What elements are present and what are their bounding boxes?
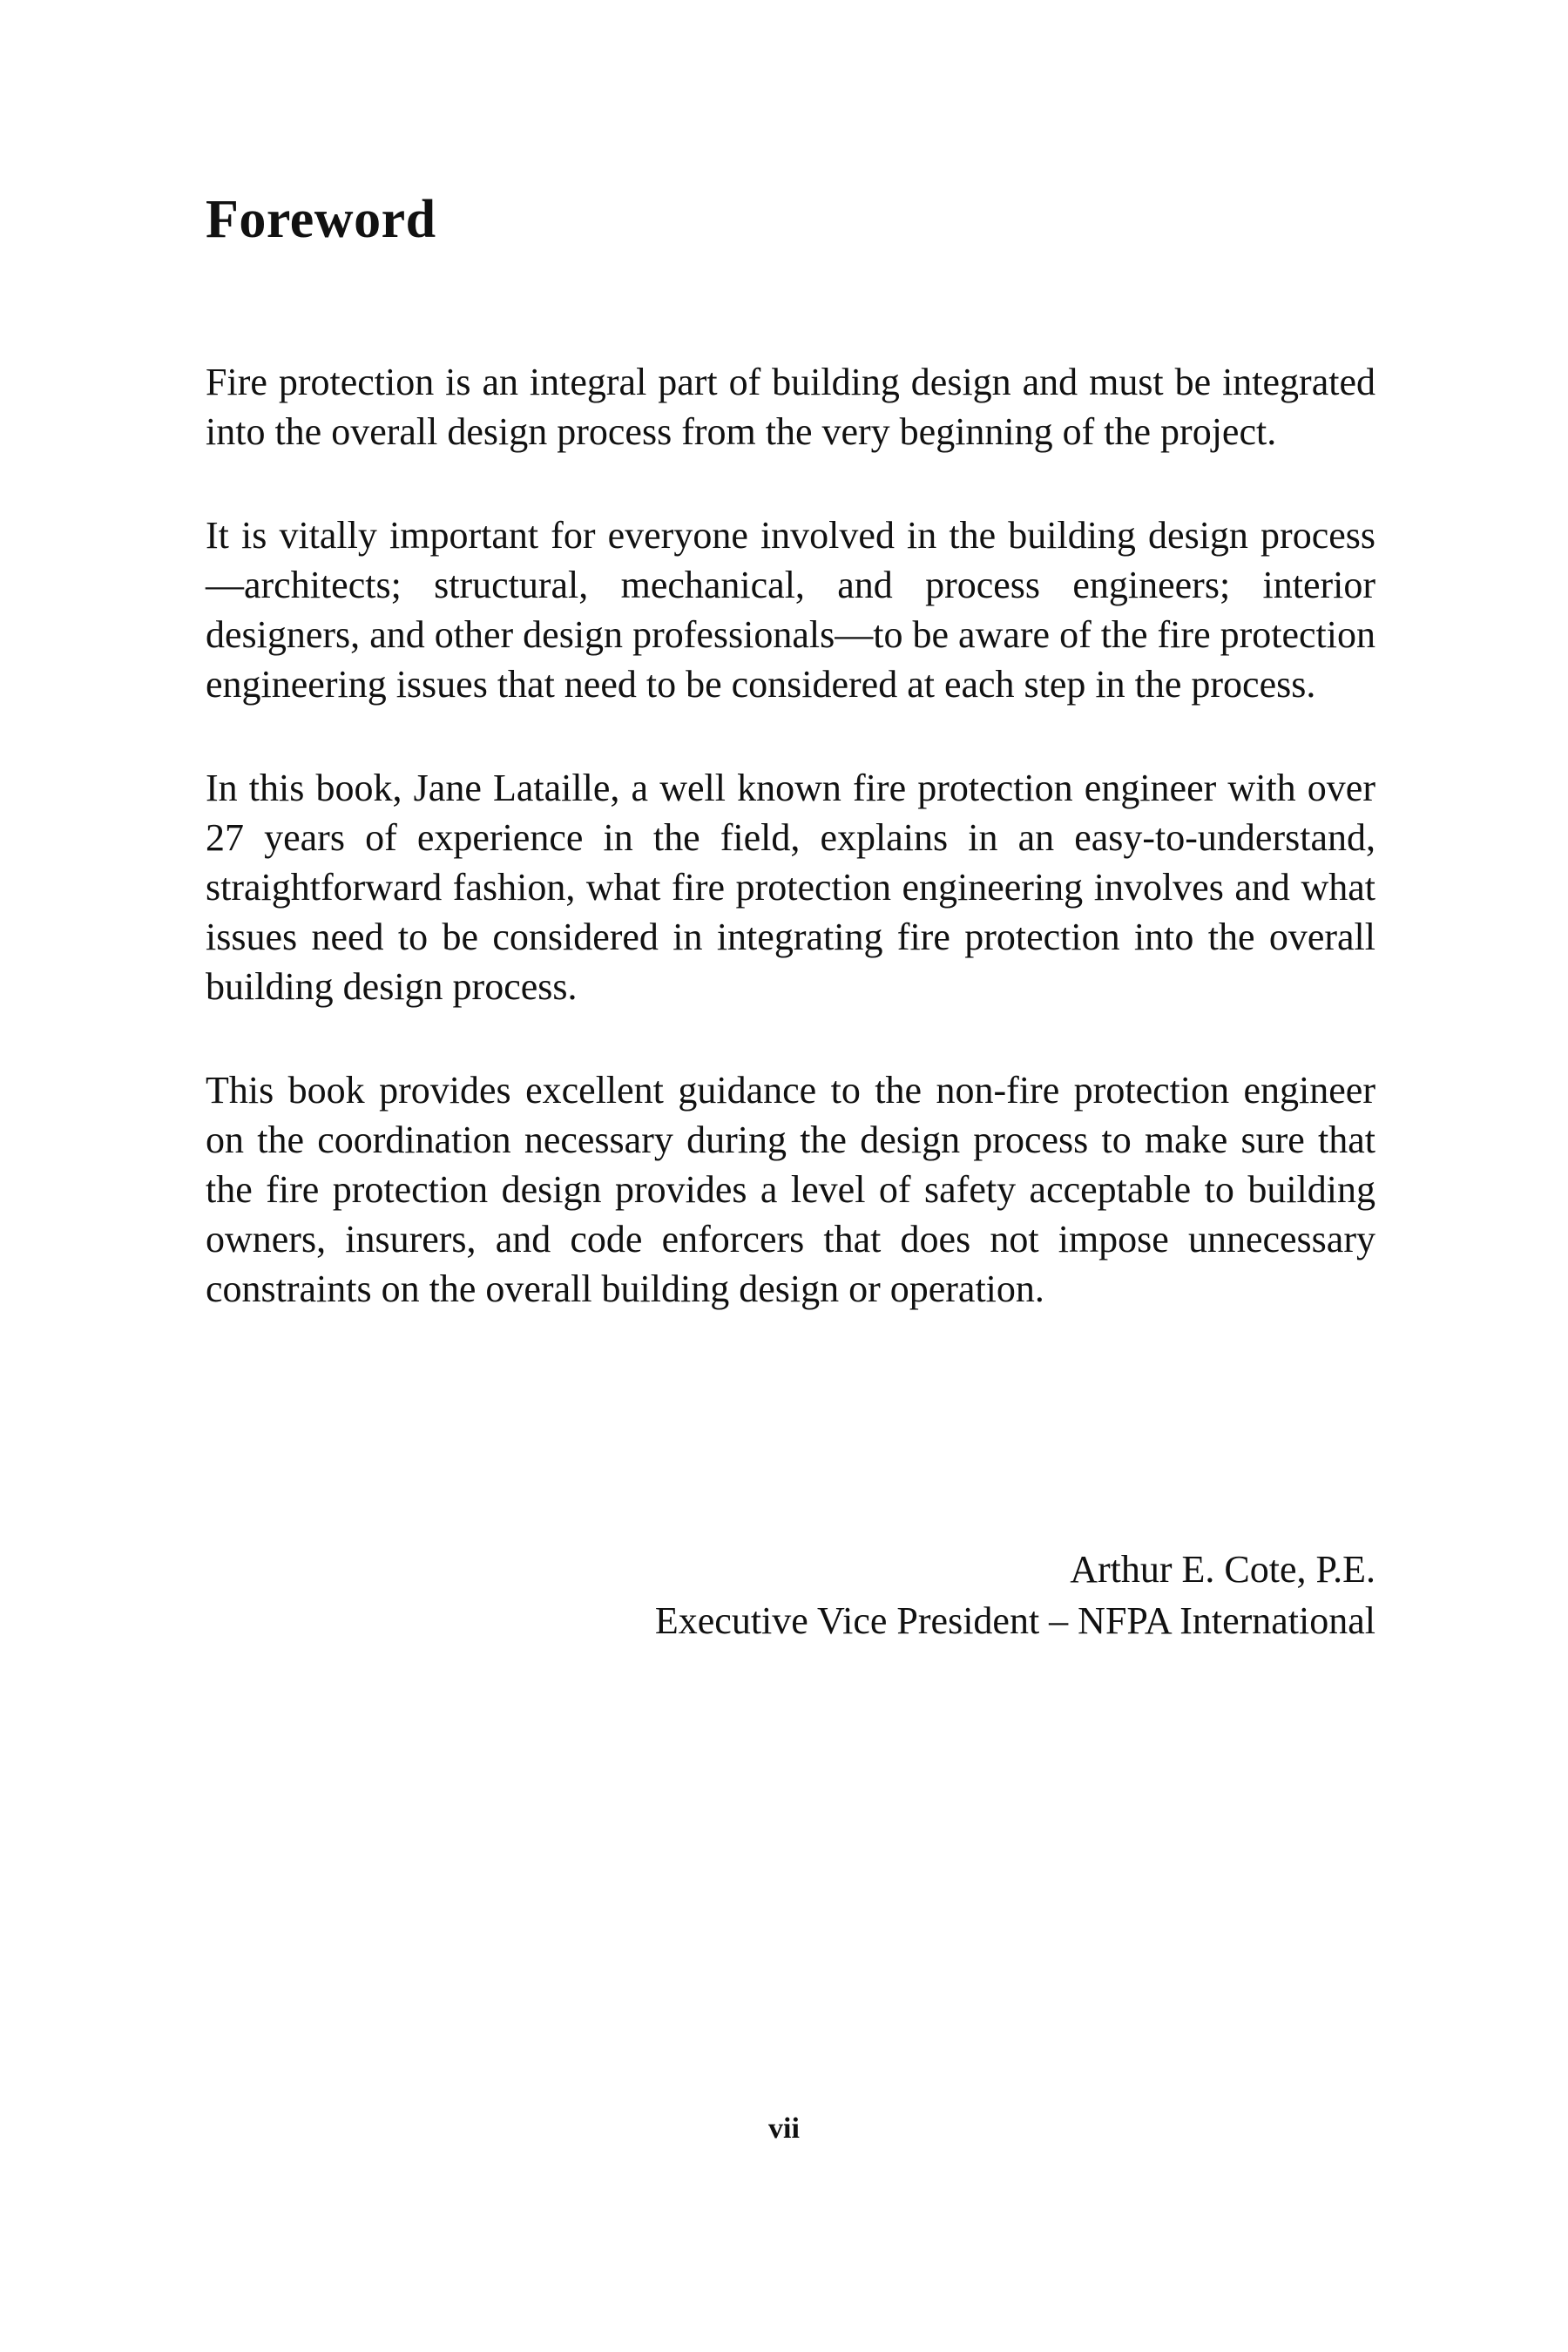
page-title: Foreword xyxy=(206,190,436,249)
signature-title: Executive Vice President – NFPA International xyxy=(654,1599,1375,1642)
page-number: vii xyxy=(768,2112,800,2145)
foreword-body xyxy=(206,357,1375,1368)
signature-name: Arthur E. Cote, P.E. xyxy=(1070,1548,1375,1591)
paragraph-3: In this book, Jane Lataille, a well known fire protection engineer with over 27 years of experience in the field, explains in an easy-to-understand, straightforward fashion, what fire protection engineering involves and what issues need to be considered in integrating fire protection into the overall building design process. xyxy=(206,767,1375,1008)
paragraph-2: It is vitally important for everyone involved in the building design process—architects; structural, mechanical, and process engineers; interior designers, and other design professionals—to be aware of the fire protection engineering issues that need to be considered at each step in the process. xyxy=(206,514,1375,706)
paragraph-4: This book provides excellent guidance to the non-fire protection engineer on the coordination necessary during the design process to make sure that the fire protection design provides a level of safety acceptable to building owners, insurers, and code enforcers that does not impose unnecessary constraints on the overall building design or operation. xyxy=(206,1069,1375,1310)
paragraph-1: Fire protection is an integral part of building design and must be integrated into the overall design process from the very beginning of the project. xyxy=(206,361,1375,453)
signature-block xyxy=(655,1544,1375,1646)
